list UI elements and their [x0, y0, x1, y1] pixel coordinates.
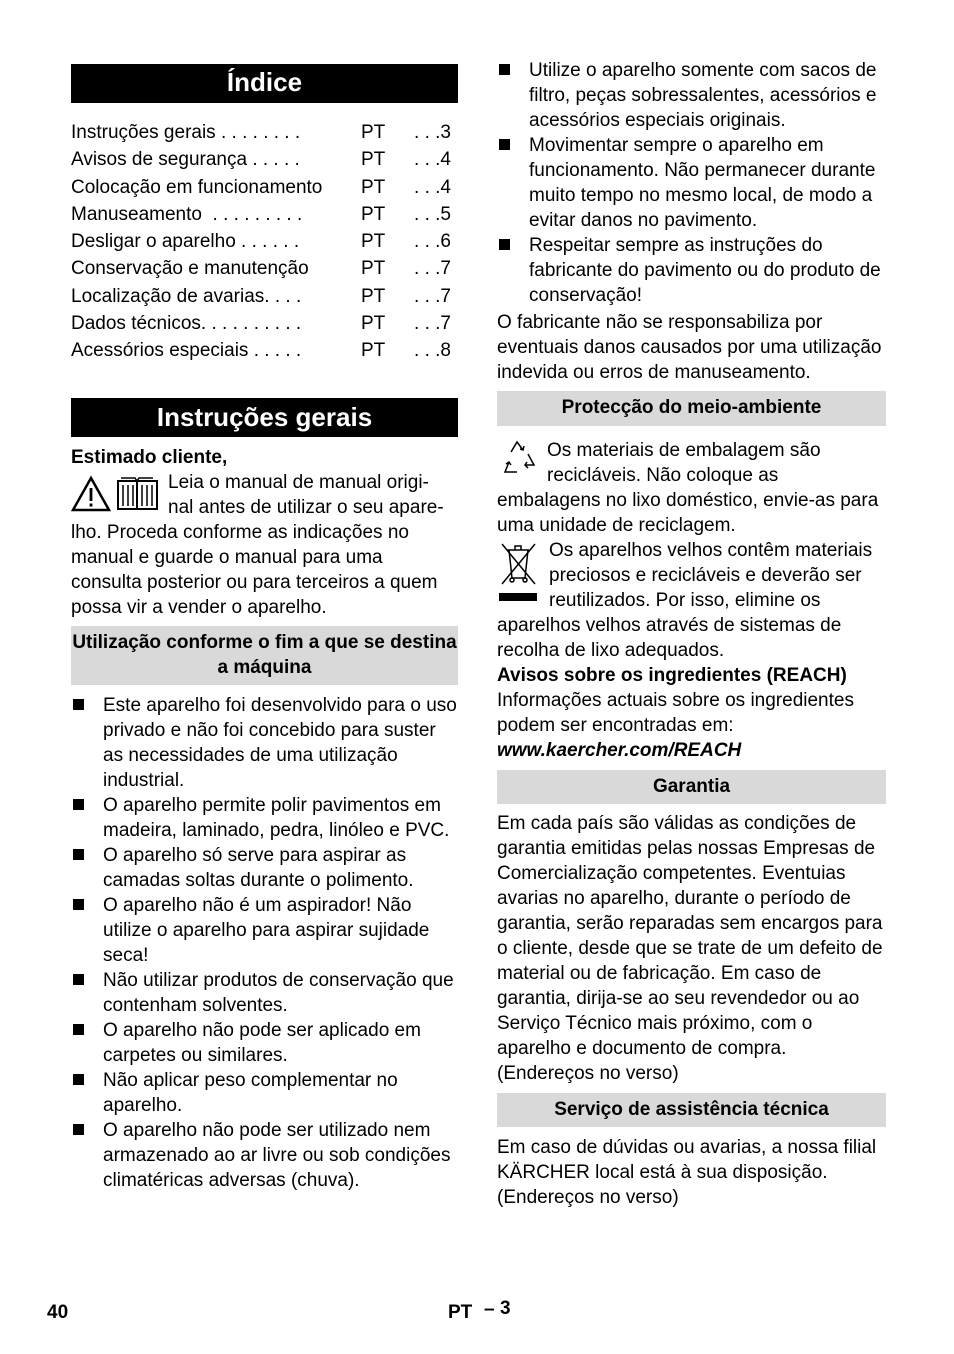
intended-use-list-continued: [497, 58, 886, 308]
service-heading: Serviço de assistência técnica: [497, 1093, 886, 1127]
old-devices-text: Os aparelhos velhos contêm materiais preciosos e recicláveis e deverão ser reutilizados. Por isso, elimine os aparelhos velhos através de sistemas de recolha de lixo adequados.: [497, 540, 873, 661]
list-item: [71, 1118, 458, 1193]
bullet-square-icon: [73, 1024, 84, 1035]
general-heading: Instruções gerais: [71, 398, 458, 437]
toc-entry[interactable]: [71, 283, 458, 310]
toc-entry-page: . . .7: [414, 285, 451, 307]
intro-line-2: nal antes de utilizar o seu apare-: [168, 496, 444, 518]
toc-entry-lang: PT: [361, 122, 386, 143]
toc-entry-lang: PT: [361, 258, 386, 280]
toc-entry-page: . . .7: [414, 313, 451, 335]
list-item-text: O aparelho não pode ser aplicado em carpetes ou similares.: [103, 1019, 421, 1066]
toc-entry-lang: PT: [361, 313, 386, 335]
bullet-square-icon: [73, 849, 84, 860]
bullet-square-icon: [499, 139, 510, 150]
toc-entry-lang: PT: [361, 231, 386, 253]
page-number: 40: [47, 1302, 69, 1323]
toc-entry-title: Instruções gerais . . . . . . . .: [71, 122, 301, 143]
toc-entry-page: . . .8: [414, 340, 451, 362]
toc-entry-lang: PT: [361, 203, 386, 225]
service-addresses: (Endereços no verso): [497, 1187, 679, 1208]
list-item-text: O aparelho permite polir pavimentos em madeira, laminado, pedra, linóleo e PVC.: [103, 794, 450, 841]
footer-section-page: 3: [500, 1298, 511, 1319]
list-item-text: O aparelho não pode ser utilizado nem armazenado ao ar livre ou sob condições climatéricas adversas (chuva).: [103, 1119, 451, 1191]
toc-entry[interactable]: [71, 201, 458, 228]
intro-with-icons: [71, 470, 458, 520]
crossed-bin-icon: [497, 538, 539, 604]
list-item-text: Este aparelho foi desenvolvido para o uso privado e não foi concebido para suster as necessidades de uma utilização industrial.: [103, 694, 457, 791]
right-column: [497, 58, 886, 1210]
list-item: [71, 893, 458, 968]
toc-heading: Índice: [71, 64, 458, 103]
warning-manual-icon: [71, 475, 161, 513]
service-text: Em caso de dúvidas ou avarias, a nossa filial KÄRCHER local está à sua disposição.: [497, 1137, 877, 1183]
toc-entry-title: Avisos de segurança . . . . .: [71, 149, 300, 171]
toc-entry-title: Acessórios especiais . . . . .: [71, 340, 302, 362]
list-item: [497, 58, 886, 133]
toc-entry-title: Dados técnicos. . . . . . . . . .: [71, 313, 302, 335]
intended-use-list: [71, 693, 458, 1193]
toc-entry[interactable]: [71, 174, 458, 201]
footer-dash: –: [484, 1299, 495, 1320]
old-devices-block: [497, 538, 886, 663]
warranty-addresses: (Endereços no verso): [497, 1063, 679, 1084]
environment-heading: Protecção do meio-ambiente: [497, 391, 886, 426]
list-item: [71, 843, 458, 893]
toc-entry[interactable]: [71, 310, 458, 337]
reach-text: Informações actuais sobre os ingredientes podem ser encontradas em:: [497, 690, 854, 736]
intro-text: lho. Proceda conforme as indicações no manual e guarde o manual para uma consulta posterior ou para terceiros a quem possa vir a vender o aparelho.: [71, 521, 438, 618]
reach-title: Avisos sobre os ingredientes (REACH): [497, 665, 847, 686]
left-column: [71, 64, 458, 1193]
recycle-icon: [497, 438, 539, 476]
intended-use-heading: Utilização conforme o fim a que se destina a máquina: [71, 626, 458, 685]
list-item-text: Respeitar sempre as instruções do fabricante do pavimento ou do produto de conservação!: [529, 235, 881, 306]
toc-entry-page: . . .3: [414, 122, 451, 143]
list-item-text: O aparelho não é um aspirador! Não utilize o aparelho para aspirar sujidade seca!: [103, 894, 430, 966]
bullet-square-icon: [73, 799, 84, 810]
reach-link[interactable]: www.kaercher.com/REACH: [497, 740, 742, 761]
toc-entry-lang: PT: [361, 340, 386, 362]
bullet-square-icon: [73, 699, 84, 710]
toc-entry-page: . . .7: [414, 258, 451, 280]
list-item: [71, 793, 458, 843]
bullet-square-icon: [73, 974, 84, 985]
toc-entry-page: . . .4: [414, 176, 451, 198]
warranty-text: Em cada país são válidas as condições de garantia emitidas pelas nossas Empresas de Comercialização competentes. Eventuias avarias no aparelho, durante o período de garantia, serão reparadas sem encargos para o cliente, desde que se trate de um defeito de material ou de fabricação. Em caso de garantia, dirija-se ao seu revendedor ou ao Serviço Técnico mais próximo, com o aparelho e documento de compra.: [497, 813, 883, 1059]
list-item: [497, 133, 886, 233]
list-item: [71, 968, 458, 1018]
packaging-text: Os materiais de embalagem são recicláveis. Não coloque as embalagens no lixo doméstico, envie-as para uma unidade de reciclagem.: [497, 440, 879, 536]
toc-entry-lang: PT: [361, 285, 386, 307]
packaging-block: [497, 438, 886, 538]
toc-entry-title: Conservação e manutenção: [71, 258, 309, 280]
disclaimer: O fabricante não se responsabiliza por eventuais danos causados por uma utilização indevida ou erros de manuseamento.: [497, 312, 882, 383]
toc-entry-page: . . .6: [414, 231, 451, 253]
footer-lang: PT: [448, 1302, 473, 1323]
list-item: [497, 233, 886, 308]
toc-entry[interactable]: [71, 255, 458, 282]
bullet-square-icon: [73, 899, 84, 910]
toc-entry-page: . . .4: [414, 149, 451, 171]
table-of-contents: [71, 119, 458, 365]
bullet-square-icon: [499, 239, 510, 250]
list-item-text: O aparelho só serve para aspirar as camadas soltas durante o polimento.: [103, 844, 414, 891]
list-item-text: Utilize o aparelho somente com sacos de filtro, peças sobressalentes, acessórios e acessórios especiais originais.: [529, 60, 877, 131]
bullet-square-icon: [73, 1124, 84, 1135]
toc-entry[interactable]: [71, 119, 458, 146]
bullet-square-icon: [73, 1074, 84, 1085]
toc-entry[interactable]: [71, 228, 458, 255]
salutation: Estimado cliente,: [71, 446, 228, 468]
warranty-heading: Garantia: [497, 770, 886, 804]
toc-entry-title: Manuseamento . . . . . . . . .: [71, 203, 303, 225]
toc-entry-title: Desligar o aparelho . . . . . .: [71, 231, 300, 253]
list-item-text: Movimentar sempre o aparelho em funcionamento. Não permanecer durante muito tempo no mesmo local, de modo a evitar danos no pavimento.: [529, 135, 876, 231]
toc-entry-title: Colocação em funcionamento: [71, 176, 323, 198]
list-item-text: Não utilizar produtos de conservação que contenham solventes.: [103, 969, 454, 1016]
toc-entry[interactable]: [71, 337, 458, 364]
toc-entry-page: . . .5: [414, 203, 451, 225]
toc-entry[interactable]: [71, 146, 458, 173]
list-item: [71, 693, 458, 793]
intro-line-1: Leia o manual de manual origi-: [168, 471, 429, 493]
list-item: [71, 1018, 458, 1068]
list-item: [71, 1068, 458, 1118]
list-item-text: Não aplicar peso complementar no aparelho.: [103, 1069, 398, 1116]
toc-entry-lang: PT: [361, 149, 386, 171]
toc-entry-lang: PT: [361, 176, 386, 198]
toc-entry-title: Localização de avarias. . . .: [71, 285, 302, 307]
bullet-square-icon: [499, 64, 510, 75]
